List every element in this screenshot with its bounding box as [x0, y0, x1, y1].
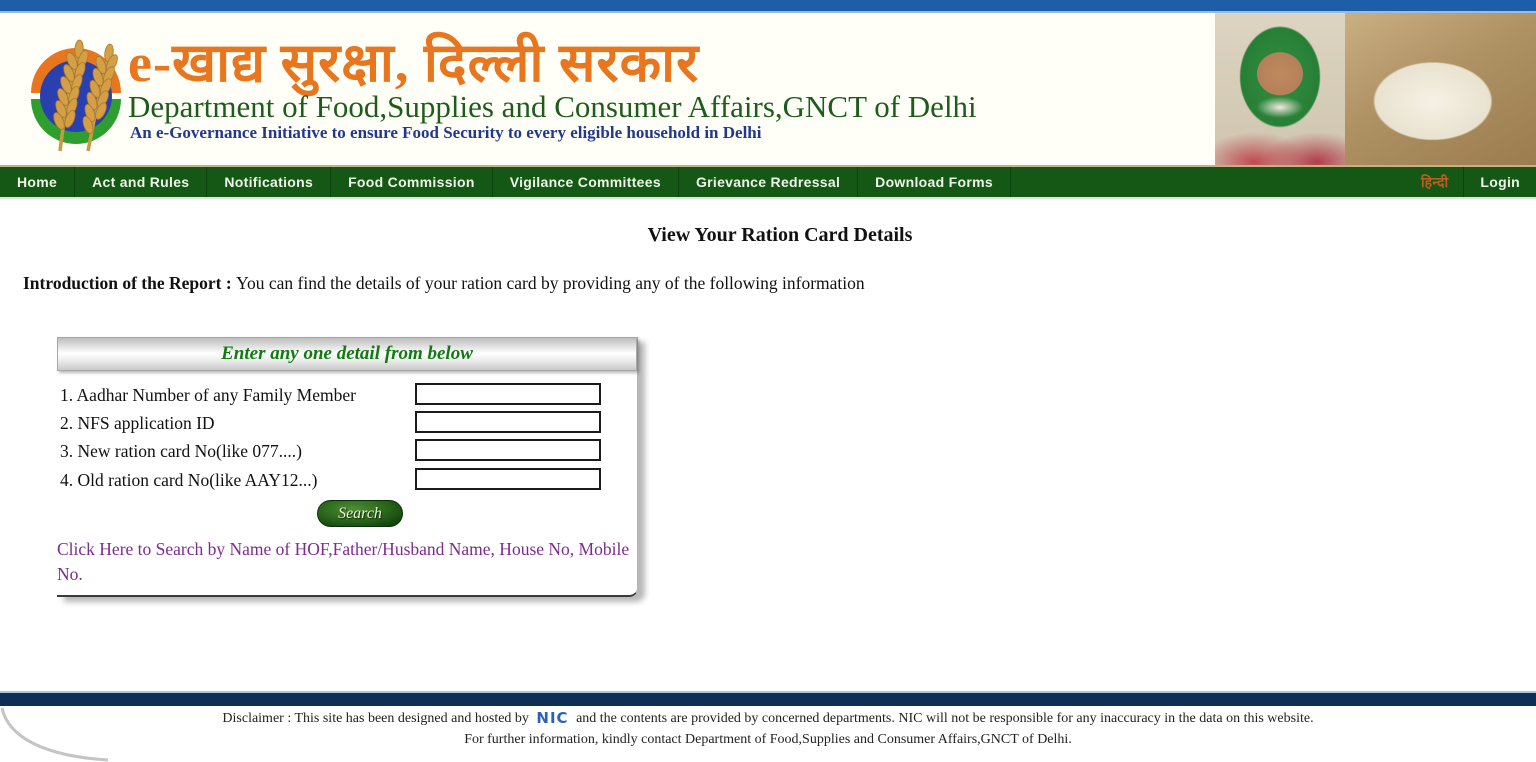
site-tagline: An e-Governance Initiative to ensure Food Security to every eligible household in Delhi: [130, 123, 762, 142]
nav-item-food-commission[interactable]: Food Commission: [331, 167, 493, 197]
nic-logo: NIC: [536, 709, 569, 727]
old-ration-card-input[interactable]: [415, 468, 601, 490]
top-blue-bar: [0, 0, 1536, 13]
language-toggle-hindi[interactable]: हिन्दी: [1421, 173, 1449, 190]
nav-item-notifications[interactable]: Notifications: [207, 167, 331, 197]
footer-contact-line: For further information, kindly contact Department of Food,Supplies and Consumer Affairs,GNCT of Delhi.: [464, 732, 1072, 747]
site-title-hindi: e-खाद्य सुरक्षा, दिल्ली सरकार: [128, 33, 700, 93]
food-security-logo-icon: [22, 23, 130, 161]
page-corner-curve: [0, 706, 110, 762]
wheat-sack-photo: [1030, 13, 1215, 165]
aadhar-number-label: 1. Aadhar Number of any Family Member: [60, 385, 356, 405]
report-introduction-text: You can find the details of your ration card by providing any of the following information: [236, 273, 865, 293]
site-header: [0, 15, 1536, 165]
aadhar-number-input[interactable]: [415, 383, 601, 405]
nav-item-download-forms[interactable]: Download Forms: [858, 167, 1011, 197]
field-row-nfs-id: [60, 411, 634, 437]
nav-item-grievance-redressal[interactable]: Grievance Redressal: [679, 167, 858, 197]
rice-sack-photo: [1345, 13, 1536, 165]
woman-photo: [1215, 13, 1345, 165]
site-title-english: Department of Food,Supplies and Consumer Affairs,GNCT of Delhi: [128, 89, 977, 124]
new-ration-card-label: 3. New ration card No(like 077....): [60, 441, 303, 461]
search-button[interactable]: Search: [317, 500, 403, 527]
form-panel-title: Enter any one detail from below: [57, 337, 637, 371]
search-form-panel: [57, 337, 638, 597]
field-row-new-ration-card: [60, 439, 634, 465]
footer-disclaimer-suffix: and the contents are provided by concerned departments. NIC will not be responsible for any inaccuracy in the data on this website.: [576, 711, 1314, 726]
nav-right-group: [1406, 167, 1536, 197]
nav-item-vigilance-committees[interactable]: Vigilance Committees: [493, 167, 679, 197]
nav-item-home[interactable]: Home: [0, 167, 75, 197]
nfs-application-id-input[interactable]: [415, 411, 601, 433]
field-row-aadhar: [60, 383, 634, 409]
search-by-name-link[interactable]: Click Here to Search by Name of HOF,Father/Husband Name, House No, Mobile No.: [57, 539, 630, 584]
footer-disclaimer: [0, 708, 1536, 727]
field-row-old-ration-card: [60, 468, 634, 494]
footer-navy-bar: [0, 693, 1536, 706]
login-link[interactable]: Login: [1463, 167, 1536, 197]
page-title: View Your Ration Card Details: [647, 224, 913, 246]
nav-item-act-and-rules[interactable]: Act and Rules: [75, 167, 207, 197]
old-ration-card-label: 4. Old ration card No(like AAY12...): [60, 470, 318, 490]
footer-disclaimer-prefix: Disclaimer : This site has been designed and hosted by: [222, 711, 529, 726]
main-navigation: [0, 165, 1536, 199]
new-ration-card-input[interactable]: [415, 439, 601, 461]
header-photo-banner: [1030, 13, 1536, 165]
nfs-application-id-label: 2. NFS application ID: [60, 413, 215, 433]
report-introduction-label: Introduction of the Report :: [23, 273, 237, 293]
report-introduction: [23, 273, 865, 294]
